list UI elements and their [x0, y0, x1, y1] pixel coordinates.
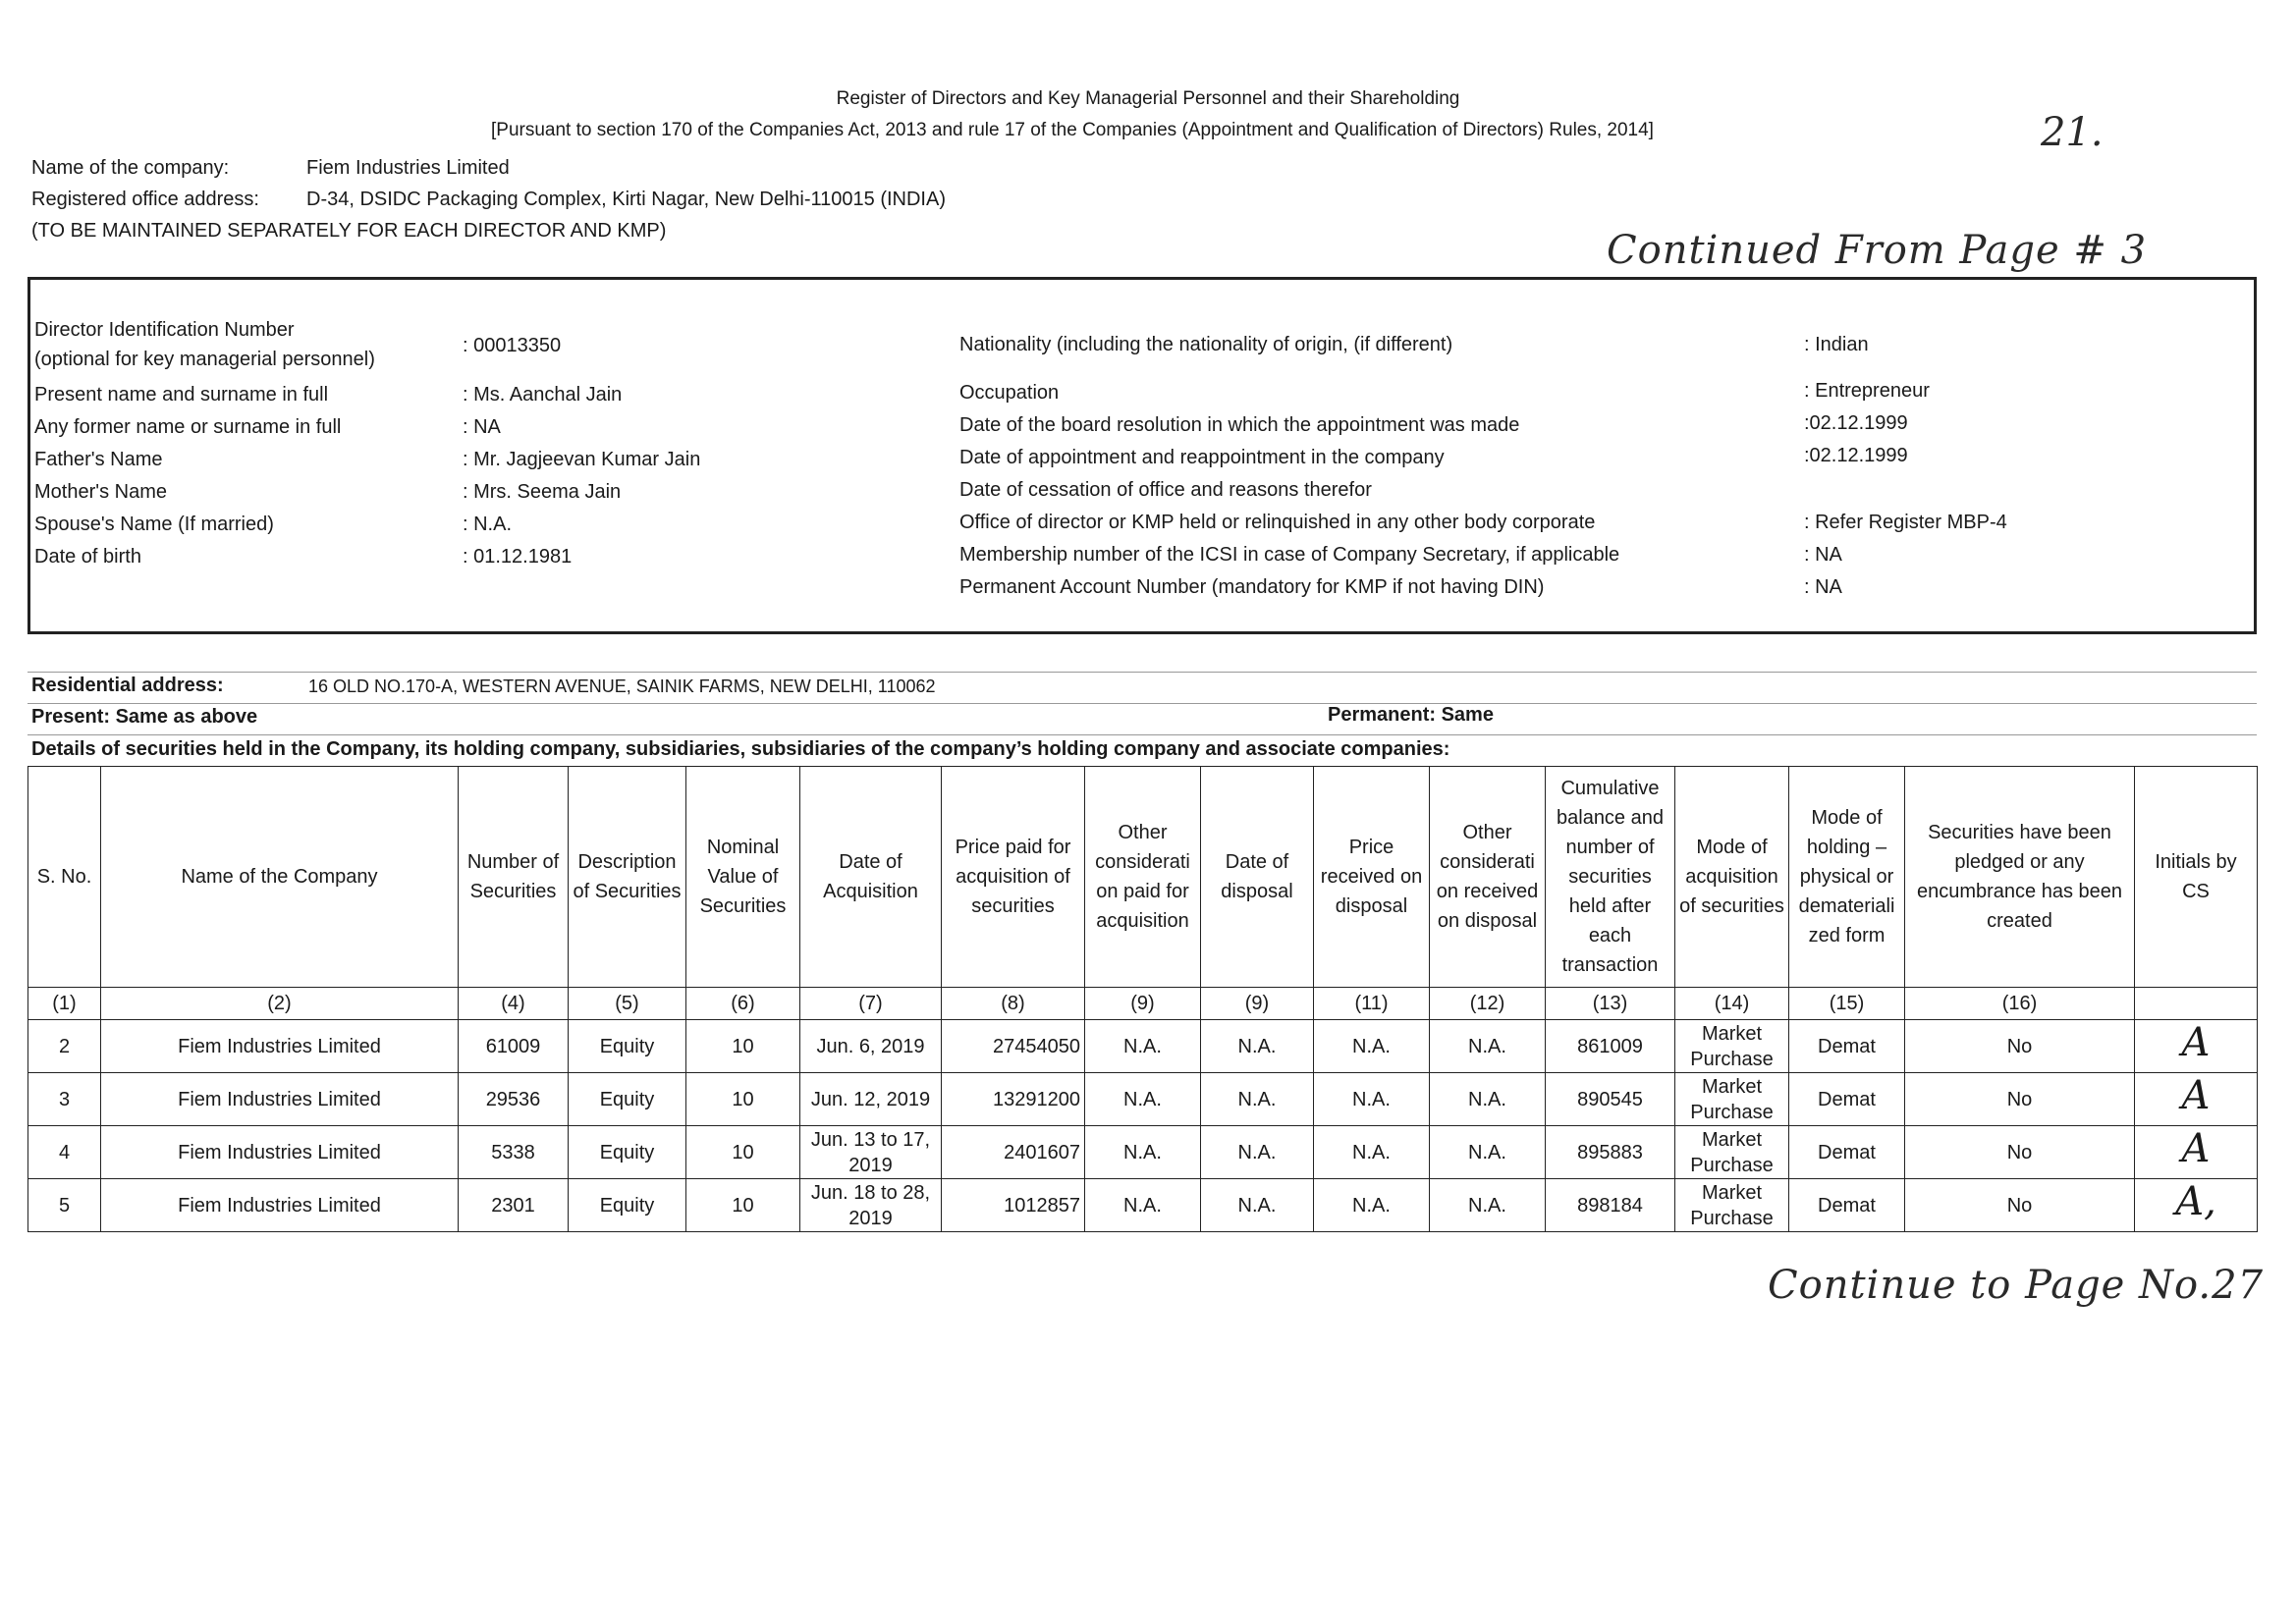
column-index: (15): [1789, 988, 1905, 1020]
price-paid-cell: 2401607: [942, 1126, 1085, 1179]
description-cell: Equity: [569, 1020, 686, 1073]
column-index: (13): [1546, 988, 1675, 1020]
pledged-cell: No: [1905, 1126, 2135, 1179]
column-index: (14): [1675, 988, 1789, 1020]
occupation-value: : Entrepreneur: [1804, 380, 1930, 402]
mode-cell: [1675, 1073, 1789, 1126]
column-index: (16): [1905, 988, 2135, 1020]
col-header: S. No.: [28, 767, 101, 988]
disposal-date-cell: N.A.: [1201, 1126, 1314, 1179]
acquisition-date-cell: [800, 1179, 942, 1232]
other-paid-cell: N.A.: [1085, 1179, 1201, 1232]
board-resolution-value: :02.12.1999: [1804, 412, 1908, 434]
table-row: [28, 1073, 2258, 1126]
column-index: (6): [686, 988, 800, 1020]
col-header: Price paid for acquisition of securities: [942, 767, 1085, 988]
mode-line2: Purchase: [1690, 1101, 1774, 1123]
mode-cell: [1675, 1179, 1789, 1232]
other-received-cell: N.A.: [1430, 1073, 1546, 1126]
col-header: Name of the Company: [101, 767, 459, 988]
mother-name-label: Mother's Name: [34, 481, 167, 503]
pledged-cell: No: [1905, 1073, 2135, 1126]
column-index: (9): [1085, 988, 1201, 1020]
other-received-cell: N.A.: [1430, 1020, 1546, 1073]
column-index: [2135, 988, 2258, 1020]
director-details-box: [27, 277, 2257, 634]
col-header: Cumulative balance and number of securities held after each transaction: [1546, 767, 1675, 988]
nominal-cell: 10: [686, 1020, 800, 1073]
nominal-cell: 10: [686, 1126, 800, 1179]
register-subtitle: [Pursuant to section 170 of the Companies Act, 2013 and rule 17 of the Companies (Appointment and Qualification of Directors) Rules, 2014]: [491, 120, 1654, 140]
price-received-cell: N.A.: [1314, 1073, 1430, 1126]
other-paid-cell: N.A.: [1085, 1073, 1201, 1126]
column-index: (1): [28, 988, 101, 1020]
other-office-label: Office of director or KMP held or relinquished in any other body corporate: [959, 512, 1596, 533]
mode-line1: Market: [1701, 1181, 1763, 1204]
column-index: (11): [1314, 988, 1430, 1020]
handwritten-initials: A: [2181, 1073, 2211, 1118]
table-row: [28, 1020, 2258, 1073]
board-resolution-label: Date of the board resolution in which the appointment was made: [959, 414, 1520, 436]
disposal-date-cell: N.A.: [1201, 1073, 1314, 1126]
acquisition-date-line2: 2019: [848, 1207, 893, 1229]
table-row: [28, 1126, 2258, 1179]
present-address: Present: Same as above: [31, 706, 258, 728]
other-received-cell: N.A.: [1430, 1179, 1546, 1232]
occupation-label: Occupation: [959, 382, 1060, 404]
acquisition-date-cell: [800, 1020, 942, 1073]
holding-cell: Demat: [1789, 1126, 1905, 1179]
acquisition-date-line1: Jun. 18 to 28,: [810, 1181, 931, 1204]
company-cell: Fiem Industries Limited: [101, 1126, 459, 1179]
disposal-date-cell: N.A.: [1201, 1179, 1314, 1232]
acquisition-date-line1: Jun. 6, 2019: [816, 1035, 925, 1057]
initials-cell: [2135, 1073, 2258, 1126]
nationality-label: Nationality (including the nationality of origin, (if different): [959, 334, 1453, 355]
mode-line1: Market: [1701, 1022, 1763, 1045]
acquisition-date-cell: [800, 1126, 942, 1179]
number-cell: 61009: [459, 1020, 569, 1073]
other-paid-cell: N.A.: [1085, 1020, 1201, 1073]
cessation-label: Date of cessation of office and reasons therefor: [959, 479, 1372, 501]
other-paid-cell: N.A.: [1085, 1126, 1201, 1179]
maintain-note: (TO BE MAINTAINED SEPARATELY FOR EACH DIRECTOR AND KMP): [31, 220, 667, 242]
handwritten-initials: A: [2181, 1126, 2211, 1171]
permanent-address: Permanent: Same: [1328, 704, 1494, 726]
col-header: Securities have been pledged or any encumbrance has been created: [1905, 767, 2135, 988]
acquisition-date-cell: [800, 1073, 942, 1126]
initials-cell: [2135, 1126, 2258, 1179]
handwritten-initials: A: [2181, 1020, 2211, 1065]
mode-line1: Market: [1701, 1128, 1763, 1151]
office-value: D-34, DSIDC Packaging Complex, Kirti Nagar, New Delhi-110015 (INDIA): [306, 189, 946, 210]
mode-line2: Purchase: [1690, 1048, 1774, 1070]
icsi-value: : NA: [1804, 544, 1842, 566]
pledged-cell: No: [1905, 1179, 2135, 1232]
col-header: Price received on disposal: [1314, 767, 1430, 988]
spouse-name-label: Spouse's Name (If married): [34, 514, 274, 535]
former-name-value: : NA: [463, 416, 501, 438]
col-header: Other considerati on paid for acquisition: [1085, 767, 1201, 988]
handwritten-continued-from: Continued From Page # 3: [1607, 228, 2148, 273]
pan-value: : NA: [1804, 576, 1842, 598]
price-received-cell: N.A.: [1314, 1126, 1430, 1179]
price-paid-cell: 13291200: [942, 1073, 1085, 1126]
col-header: Initials by CS: [2135, 767, 2258, 988]
col-header: Date of Acquisition: [800, 767, 942, 988]
cumulative-cell: 861009: [1546, 1020, 1675, 1073]
present-name-value: : Ms. Aanchal Jain: [463, 384, 623, 406]
price-paid-cell: 27454050: [942, 1020, 1085, 1073]
securities-caption: Details of securities held in the Company, its holding company, subsidiaries, subsidiaries of the company’s holding company and associate companies:: [31, 738, 1450, 760]
company-cell: Fiem Industries Limited: [101, 1179, 459, 1232]
column-index: (4): [459, 988, 569, 1020]
column-index: (9): [1201, 988, 1314, 1020]
col-header: Number of Securities: [459, 767, 569, 988]
number-cell: 2301: [459, 1179, 569, 1232]
col-header: Description of Securities: [569, 767, 686, 988]
cumulative-cell: 890545: [1546, 1073, 1675, 1126]
father-name-label: Father's Name: [34, 449, 163, 470]
sno-cell: 2: [28, 1020, 101, 1073]
nominal-cell: 10: [686, 1073, 800, 1126]
residential-address-value: 16 OLD NO.170-A, WESTERN AVENUE, SAINIK FARMS, NEW DELHI, 110062: [308, 676, 936, 696]
din-value: : 00013350: [463, 335, 562, 356]
number-cell: 5338: [459, 1126, 569, 1179]
table-header-row: [28, 767, 2258, 988]
col-header: Mode of acquisition of securities: [1675, 767, 1789, 988]
register-title: Register of Directors and Key Managerial Personnel and their Shareholding: [836, 88, 1460, 109]
number-cell: 29536: [459, 1073, 569, 1126]
mother-name-value: : Mrs. Seema Jain: [463, 481, 622, 503]
col-header: Nominal Value of Securities: [686, 767, 800, 988]
father-name-value: : Mr. Jagjeevan Kumar Jain: [463, 449, 701, 470]
disposal-date-cell: N.A.: [1201, 1020, 1314, 1073]
cumulative-cell: 898184: [1546, 1179, 1675, 1232]
divider: [27, 703, 2257, 704]
company-cell: Fiem Industries Limited: [101, 1073, 459, 1126]
column-index: (7): [800, 988, 942, 1020]
mode-line2: Purchase: [1690, 1207, 1774, 1229]
company-label: Name of the company:: [31, 157, 230, 179]
former-name-label: Any former name or surname in full: [34, 416, 342, 438]
handwritten-page-number: 21.: [2041, 110, 2104, 155]
initials-cell: [2135, 1179, 2258, 1232]
col-header: Other considerati on received on disposal: [1430, 767, 1546, 988]
spouse-name-value: : N.A.: [463, 514, 513, 535]
column-index: (12): [1430, 988, 1546, 1020]
company-value: Fiem Industries Limited: [306, 157, 510, 179]
acquisition-date-line2: 2019: [848, 1154, 893, 1176]
divider: [27, 734, 2257, 735]
din-label: Director Identification Number: [34, 319, 295, 341]
mode-cell: [1675, 1126, 1789, 1179]
handwritten-initials: A,: [2175, 1179, 2216, 1224]
acquisition-date-line1: Jun. 13 to 17,: [810, 1128, 931, 1151]
col-header: Date of disposal: [1201, 767, 1314, 988]
residential-address-label: Residential address:: [31, 675, 224, 696]
column-index: (5): [569, 988, 686, 1020]
mode-line2: Purchase: [1690, 1154, 1774, 1176]
din-label-note: (optional for key managerial personnel): [34, 349, 375, 370]
column-index: (8): [942, 988, 1085, 1020]
col-header: Mode of holding – physical or demateriali zed form: [1789, 767, 1905, 988]
other-received-cell: N.A.: [1430, 1126, 1546, 1179]
present-name-label: Present name and surname in full: [34, 384, 329, 406]
divider: [27, 672, 2257, 673]
sno-cell: 4: [28, 1126, 101, 1179]
handwritten-continue-to: Continue to Page No.27: [1768, 1263, 2265, 1308]
initials-cell: [2135, 1020, 2258, 1073]
cumulative-cell: 895883: [1546, 1126, 1675, 1179]
mode-cell: [1675, 1020, 1789, 1073]
holding-cell: Demat: [1789, 1073, 1905, 1126]
column-index: (2): [101, 988, 459, 1020]
appointment-date-value: :02.12.1999: [1804, 445, 1908, 466]
other-office-value: : Refer Register MBP-4: [1804, 512, 2007, 533]
holding-cell: Demat: [1789, 1020, 1905, 1073]
securities-table: [27, 766, 2258, 1232]
acquisition-date-line1: Jun. 12, 2019: [810, 1088, 931, 1110]
sno-cell: 5: [28, 1179, 101, 1232]
holding-cell: Demat: [1789, 1179, 1905, 1232]
dob-label: Date of birth: [34, 546, 141, 568]
appointment-date-label: Date of appointment and reappointment in the company: [959, 447, 1445, 468]
price-received-cell: N.A.: [1314, 1179, 1430, 1232]
sno-cell: 3: [28, 1073, 101, 1126]
icsi-label: Membership number of the ICSI in case of Company Secretary, if applicable: [959, 544, 1620, 566]
mode-line1: Market: [1701, 1075, 1763, 1098]
pledged-cell: No: [1905, 1020, 2135, 1073]
price-received-cell: N.A.: [1314, 1020, 1430, 1073]
column-index-row: [28, 988, 2258, 1020]
description-cell: Equity: [569, 1073, 686, 1126]
description-cell: Equity: [569, 1179, 686, 1232]
nominal-cell: 10: [686, 1179, 800, 1232]
dob-value: : 01.12.1981: [463, 546, 573, 568]
pan-label: Permanent Account Number (mandatory for KMP if not having DIN): [959, 576, 1545, 598]
office-label: Registered office address:: [31, 189, 259, 210]
table-row: [28, 1179, 2258, 1232]
company-cell: Fiem Industries Limited: [101, 1020, 459, 1073]
price-paid-cell: 1012857: [942, 1179, 1085, 1232]
description-cell: Equity: [569, 1126, 686, 1179]
nationality-value: : Indian: [1804, 334, 1869, 355]
